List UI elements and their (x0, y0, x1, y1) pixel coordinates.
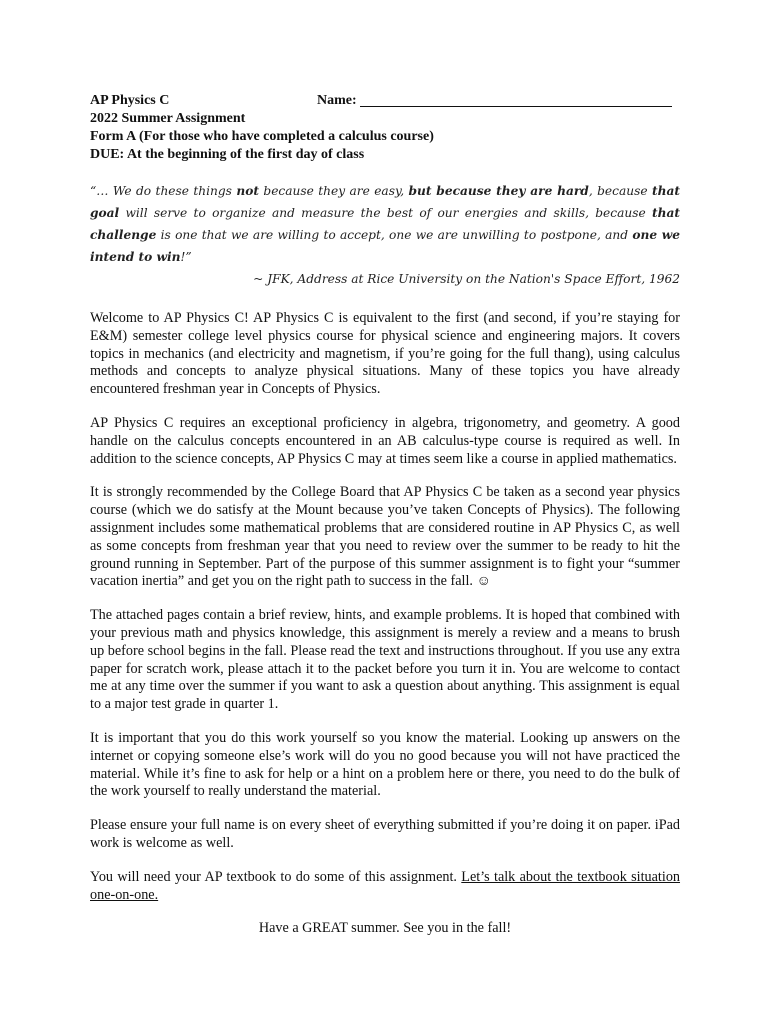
paragraph-recommendation: It is strongly recommended by the College Board that AP Physics C be taken as a second year physics course (which we do satisfy at the Mount because you’ve taken Concepts of Physics). The following assignment includes some mathematical problems that are considered routine in AP Physics C, as well as some concepts from freshman year that you need to review over the summer to be ready to hit the ground running in September. Part of the purpose of this summer assignment is to fight your “summer vacation inertia” and get you on the right path to success in the fall. ☺ (90, 484, 680, 590)
due-date: DUE: At the beginning of the first day of class (90, 147, 365, 162)
quote-emphasis: one we intend to win (90, 228, 680, 264)
quote-text: because they are easy, (258, 184, 409, 198)
quote-attribution: ~ JFK, Address at Rice University on the Nation's Space Effort, 1962 (253, 272, 680, 286)
header-row-1 (90, 92, 680, 110)
quote-emphasis: that goal (90, 184, 681, 220)
quote-text: !” (180, 250, 192, 264)
jfk-quote (90, 180, 680, 268)
header-block (90, 92, 680, 164)
paragraph-requirements: AP Physics C requires an exceptional proficiency in algebra, trigonometry, and geometry. A good handle on the calculus concepts encountered in an AB calculus-type course is required as well. In addition to the science concepts, AP Physics C may at times seem like a course in applied mathematics. (90, 414, 680, 467)
quote-emphasis: not (236, 184, 259, 198)
form-label: Form A (For those who have completed a calculus course) (90, 129, 434, 144)
closing-line: Have a GREAT summer. See you in the fall! (258, 919, 512, 936)
quote-emphasis: but because they are hard (408, 184, 589, 198)
quote-text: , because (588, 184, 652, 198)
quote-emphasis: that challenge (90, 206, 680, 242)
textbook-underlined-note: Let’s talk about the textbook situation one-on-one. (90, 868, 681, 903)
assignment-title: 2022 Summer Assignment (90, 111, 246, 126)
paragraph-academic-integrity: It is important that you do this work yourself so you know the material. Looking up answers on the internet or copying someone else’s work will do you no good because you will not have practiced the material. While it’s fine to ask for help or a hint on a problem here or there, you need to do the bulk of the work yourself to really understand the material. (90, 729, 680, 800)
quote-text: “… We do these things (90, 184, 237, 198)
textbook-text: You will need your AP textbook to do some of this assignment. (90, 868, 462, 885)
paragraph-attached-pages: The attached pages contain a brief review, hints, and example problems. It is hoped that combined with your previous math and physics knowledge, this assignment is merely a review and a means to brush up before school begins in the fall. Please read the text and instructions throughout. If you use any extra paper for scratch work, please attach it to the packet before you turn it in. You are welcome to contact me at any time over the summer if you want to ask a question about anything. This assignment is equal to a major test grade in quarter 1. (90, 607, 680, 713)
quote-text: will serve to organize and measure the best of our energies and skills, because (119, 206, 652, 220)
name-blank-line[interactable] (360, 92, 672, 107)
paragraph-name-requirement: Please ensure your full name is on every sheet of everything submitted if you’re doing it on paper. iPad work is welcome as well. (90, 817, 680, 851)
document-page (90, 92, 680, 937)
name-label: Name: (317, 93, 357, 108)
course-title: AP Physics C (90, 93, 170, 108)
paragraph-welcome: Welcome to AP Physics C! AP Physics C is equivalent to the first (and second, if you’re staying for E&M) semester college level physics course for physical science and engineering majors. It covers topics in mechanics (and electricity and magnetism, if you’re going for the full thang), using calculus methods and concepts to analyze physical situations. Many of these topics you have already encountered freshman year in Concepts of Physics. (90, 310, 680, 398)
paragraph-textbook (90, 869, 680, 905)
quote-text: is one that we are willing to accept, one we are unwilling to postpone, and (156, 228, 633, 242)
